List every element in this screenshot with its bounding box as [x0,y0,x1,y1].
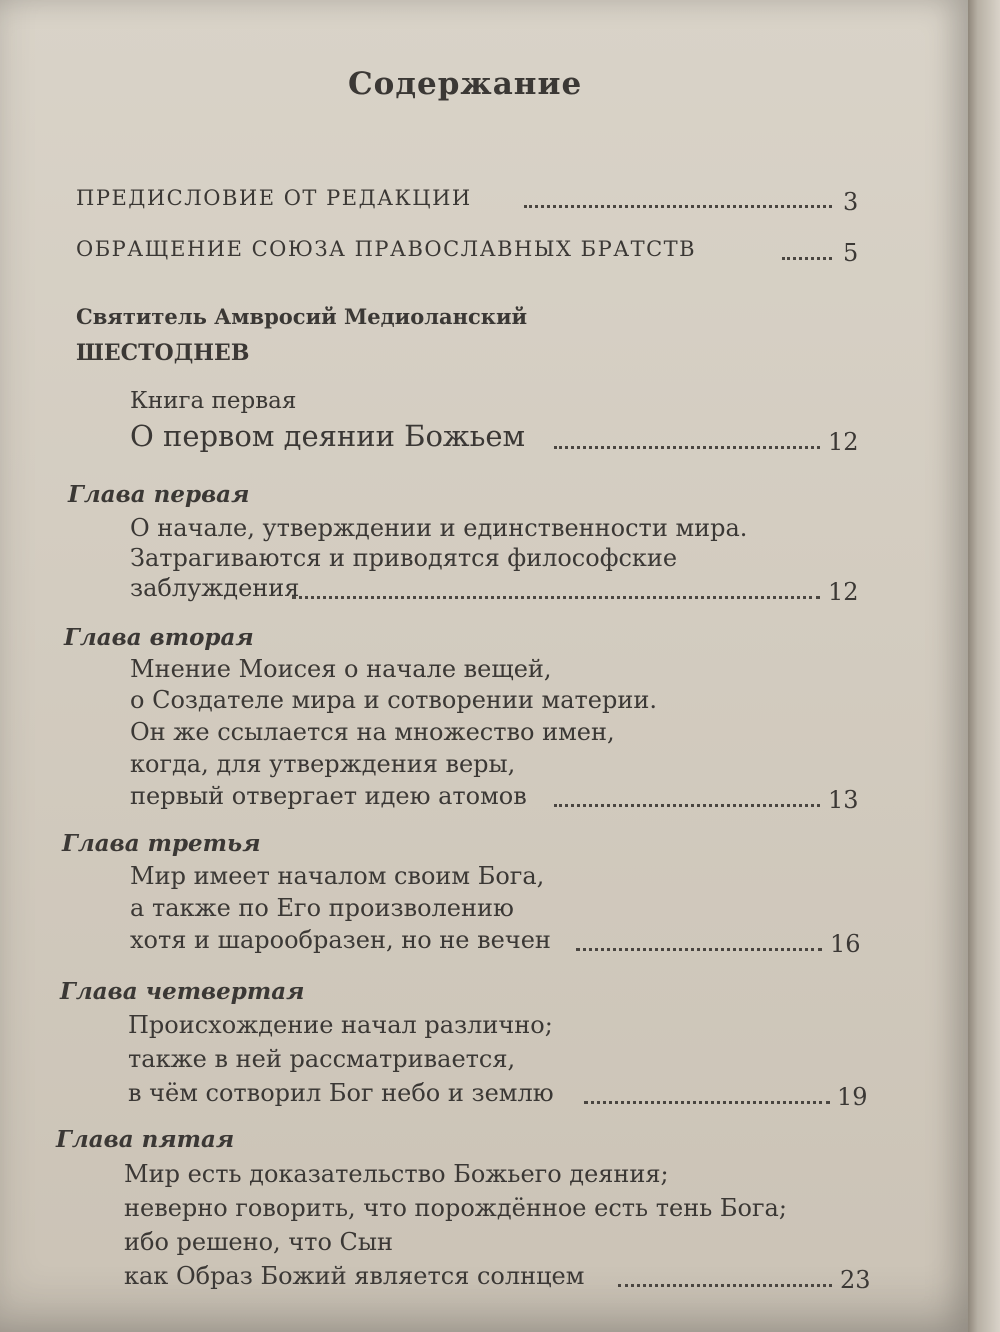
chapter-line: Затрагиваются и приводятся философские [130,544,678,572]
chapter-heading: Глава третья [62,830,261,857]
toc-entry-address: ОБРАЩЕНИЕ СОЮЗА ПРАВОСЛАВНЫХ БРАТСТВ [76,237,697,261]
chapter-line: Мнение Моисея о начале вещей, [130,655,552,683]
page-number: 12 [828,428,859,456]
leader-dots [292,596,820,599]
leader-dots [782,257,832,260]
page-number: 23 [840,1266,871,1294]
chapter-line: Мир есть доказательство Божьего деяния; [124,1160,669,1188]
chapter-heading: Глава пятая [56,1126,235,1153]
leader-dots [524,205,832,208]
book-label: Книга первая [130,388,297,414]
leader-dots [576,948,822,951]
book-title: О первом деянии Божьем [130,419,526,453]
chapter-line: неверно говорить, что порождённое есть тень Бога; [124,1194,787,1222]
chapter-line: первый отвергает идею атомов [130,782,527,810]
page-number: 19 [837,1083,868,1111]
leader-dots [584,1101,830,1104]
page-number: 13 [828,786,859,814]
page-number: 16 [830,930,861,958]
toc-entry-foreword: ПРЕДИСЛОВИЕ ОТ РЕДАКЦИИ [76,186,472,210]
chapter-line: хотя и шарообразен, но не вечен [130,926,551,954]
chapter-line: когда, для утверждения веры, [130,750,516,778]
chapter-line: О начале, утверждении и единственности мира. [130,514,748,542]
chapter-line: Происхождение начал различно; [128,1011,553,1039]
page-number: 5 [843,239,859,267]
chapter-heading: Глава четвертая [60,978,305,1005]
chapter-line: а также по Его произволению [130,894,514,922]
chapter-line: ибо решено, что Сын [124,1228,393,1256]
chapter-line: Он же ссылается на множество имен, [130,718,615,746]
chapter-line: Мир имеет началом своим Бога, [130,862,545,890]
chapter-line: в чём сотворил Бог небо и землю [128,1079,554,1107]
page-title: Содержание [348,66,583,102]
chapter-line: также в ней рассматривается, [128,1045,516,1073]
author-name: Святитель Амвросий Медиоланский [76,304,528,329]
work-title: ШЕСТОДНЕВ [76,340,250,366]
page-number: 12 [828,578,859,606]
leader-dots [554,804,820,807]
leader-dots [618,1284,832,1287]
chapter-line: о Создателе мира и сотворении материи. [130,686,657,714]
leader-dots [554,446,820,449]
page-edge [968,0,1000,1332]
chapter-line: заблуждения [130,574,300,602]
page-number: 3 [843,188,859,216]
chapter-line: как Образ Божий является солнцем [124,1262,585,1290]
chapter-heading: Глава первая [68,481,250,508]
chapter-heading: Глава вторая [64,624,254,651]
